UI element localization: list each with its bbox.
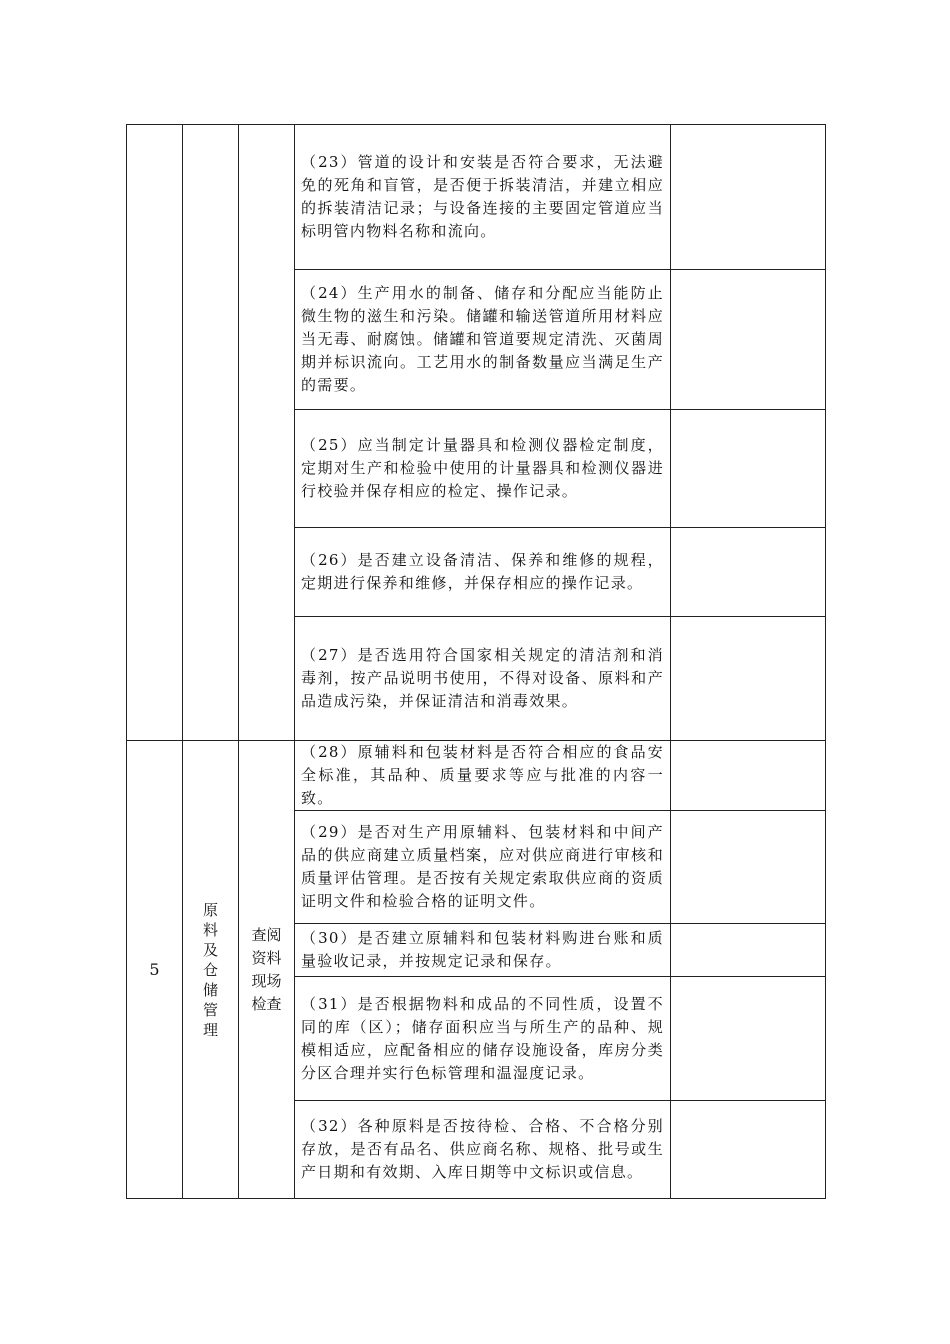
inspection-item-24: （24）生产用水的制备、储存和分配应当能防止微生物的滋生和污染。储罐和输送管道所用材料应当无毒、耐腐蚀。储罐和管道要规定清洗、灭菌周期并标识流向。工艺用水的制备数量应当满足生产的需要。 [295,270,671,410]
result-cell-28[interactable] [671,741,826,811]
section-category-cell [183,741,239,1199]
section-method-cell [239,741,295,1199]
result-cell-27[interactable] [671,617,826,741]
table-row [127,741,826,811]
result-cell-31[interactable] [671,977,826,1101]
inspection-item-28: （28）原辅料和包装材料是否符合相应的食品安全标准，其品种、质量要求等应与批准的内容一致。 [295,741,671,811]
result-cell-26[interactable] [671,528,826,617]
inspection-item-31: （31）是否根据物料和成品的不同性质，设置不同的库（区）；储存面积应当与所生产的品种、规模相适应，应配备相应的储存设施设备，库房分类分区合理并实行色标管理和温湿度记录。 [295,977,671,1101]
result-cell-32[interactable] [671,1101,826,1199]
result-cell-23[interactable] [671,125,826,270]
section-category: 原料及仓储管理 [202,900,218,1039]
inspection-item-29: （29）是否对生产用原辅料、包装材料和中间产品的供应商建立质量档案，应对供应商进行审核和质量评估管理。是否按有关规定索取供应商的资质证明文件和检验合格的证明文件。 [295,811,671,924]
inspection-table [126,124,826,1199]
inspection-item-30: （30）是否建立原辅料和包装材料购进台账和质量验收记录，并按规定记录和保存。 [295,924,671,977]
section-number: 5 [127,741,183,1199]
inspection-item-32: （32）各种原料是否按待检、合格、不合格分别存放，是否有品名、供应商名称、规格、批号或生产日期和有效期、入库日期等中文标识或信息。 [295,1101,671,1199]
inspection-item-26: （26）是否建立设备清洁、保养和维修的规程，定期进行保养和维修，并保存相应的操作记录。 [295,528,671,617]
result-cell-24[interactable] [671,270,826,410]
inspection-item-23: （23）管道的设计和安装是否符合要求，无法避免的死角和盲管，是否便于拆装清洁，并建立相应的拆装清洁记录；与设备连接的主要固定管道应当标明管内物料名称和流向。 [295,125,671,270]
table-row [127,125,826,270]
result-cell-30[interactable] [671,924,826,977]
cell-number-continued [127,125,183,741]
result-cell-25[interactable] [671,410,826,528]
cell-category-continued [183,125,239,741]
section-method: 查阅资料现场检查 [251,925,282,1013]
result-cell-29[interactable] [671,811,826,924]
inspection-item-25: （25）应当制定计量器具和检测仪器检定制度，定期对生产和检验中使用的计量器具和检测仪器进行校验并保存相应的检定、操作记录。 [295,410,671,528]
inspection-item-27: （27）是否选用符合国家相关规定的清洁剂和消毒剂，按产品说明书使用，不得对设备、原料和产品造成污染，并保证清洁和消毒效果。 [295,617,671,741]
cell-method-continued [239,125,295,741]
